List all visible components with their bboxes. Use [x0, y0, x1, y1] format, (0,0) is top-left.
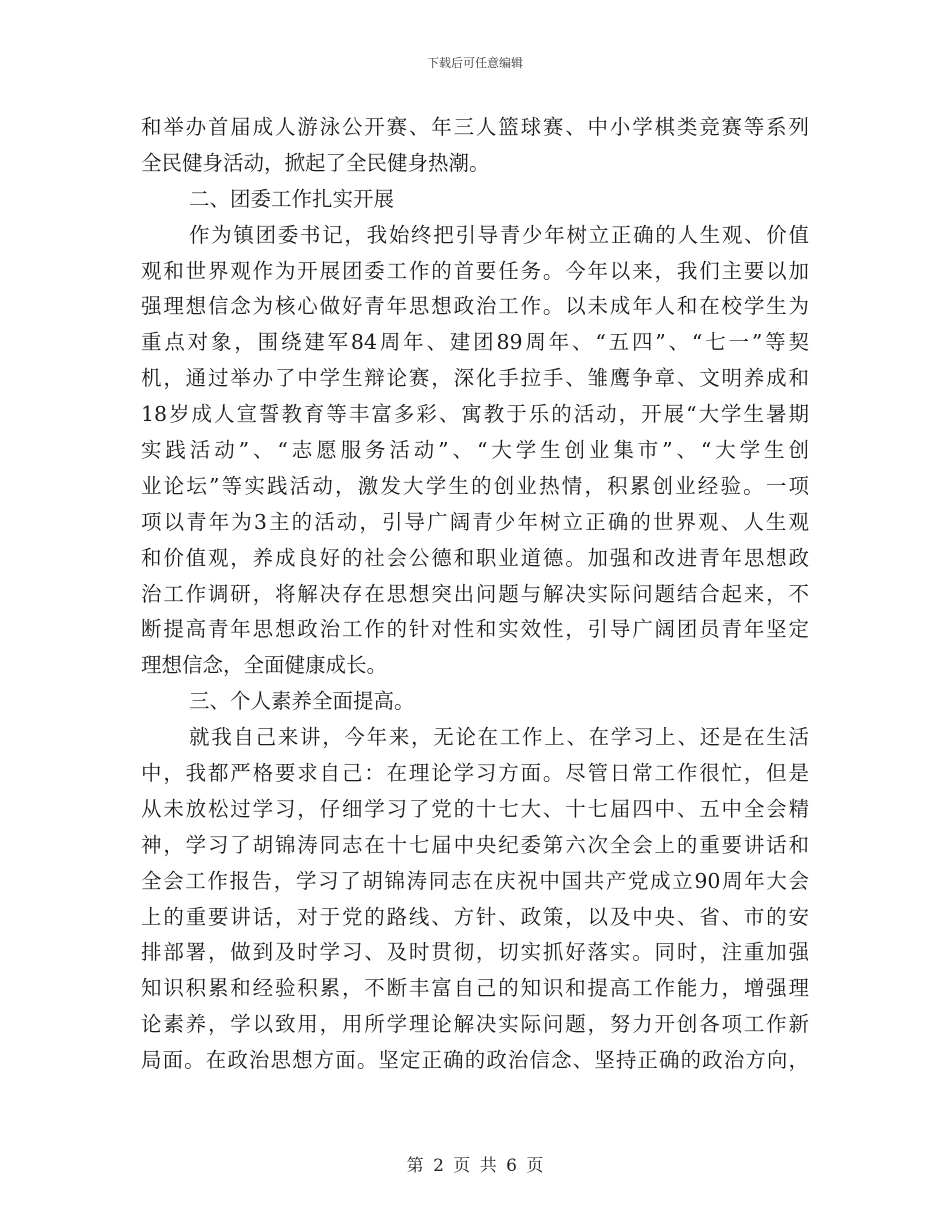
text-line: 知识积累和经验积累，不断丰富自己的知识和提高工作能力，增强理	[141, 976, 809, 1001]
text-line: 上的重要讲话，对于党的路线、方针、政策，以及中央、省、市的安	[141, 904, 809, 929]
text-line: 和举办首届成人游泳公开赛、年三人篮球赛、中小学棋类竞赛等系列	[141, 115, 809, 139]
page-header-note: 下载后可任意编辑	[426, 56, 523, 70]
text-line: 论素养，学以致用，用所学理论解决实际问题，努力开创各项工作新	[141, 1012, 809, 1037]
text-line: 作为镇团委书记，我始终把引导青少年树立正确的人生观、价值	[189, 222, 809, 247]
text-line: 强理想信念为核心做好青年思想政治工作。以未成年人和在校学生为	[141, 294, 809, 319]
text-line: 18岁成人宣誓教育等丰富多彩、寓教于乐的活动，开展“大学生暑期	[141, 402, 809, 427]
page-number-footer: 第 2 页 共 6 页	[406, 1156, 544, 1176]
text-line: 和价值观，养成良好的社会公德和职业道德。加强和改进青年思想政	[141, 545, 809, 570]
text-line: 断提高青年思想政治工作的针对性和实效性，引导广阔团员青年坚定	[141, 617, 809, 642]
text-line: 神，学习了胡锦涛同志在十七届中央纪委第六次全会上的重要讲话和	[141, 832, 809, 857]
text-line: 全民健身活动，掀起了全民健身热潮。	[141, 150, 490, 175]
text-line: 实践活动”、“志愿服务活动”、“大学生创业集市”、“大学生创	[141, 438, 809, 463]
text-line: 观和世界观作为开展团委工作的首要任务。今年以来，我们主要以加	[141, 258, 809, 283]
document-body	[141, 110, 809, 1079]
text-line: 就我自己来讲，今年来，无论在工作上、在学习上、还是在生活	[189, 725, 809, 750]
text-line: 从未放松过学习，仔细学习了党的十七大、十七届四中、五中全会精	[141, 796, 809, 821]
text-line: 中，我都严格要求自己：在理论学习方面。尽管日常工作很忙，但是	[141, 761, 809, 786]
text-line: 重点对象，围绕建军84周年、建团89周年、“五四”、“七一”等契	[141, 330, 809, 355]
text-line: 治工作调研，将解决存在思想突出问题与解决实际问题结合起来，不	[141, 581, 809, 606]
text-line: 局面。在政治思想方面。坚定正确的政治信念、坚持正确的政治方向，	[141, 1048, 809, 1073]
text-line: 项以青年为3主的活动，引导广阔青少年树立正确的世界观、人生观	[141, 509, 809, 534]
text-line: 机，通过举办了中学生辩论赛，深化手拉手、雏鹰争章、文明养成和	[141, 366, 809, 391]
text-line: 理想信念，全面健康成长。	[141, 653, 387, 678]
text-line: 业论坛”等实践活动，激发大学生的创业热情，积累创业经验。一项	[141, 473, 809, 498]
section-heading: 二、团委工作扎实开展	[189, 186, 394, 211]
section-heading: 三、个人素养全面提高。	[189, 689, 415, 714]
text-line: 全会工作报告，学习了胡锦涛同志在庆祝中国共产党成立90周年大会	[141, 868, 809, 893]
text-line: 排部署，做到及时学习、及时贯彻，切实抓好落实。同时，注重加强	[141, 940, 809, 965]
